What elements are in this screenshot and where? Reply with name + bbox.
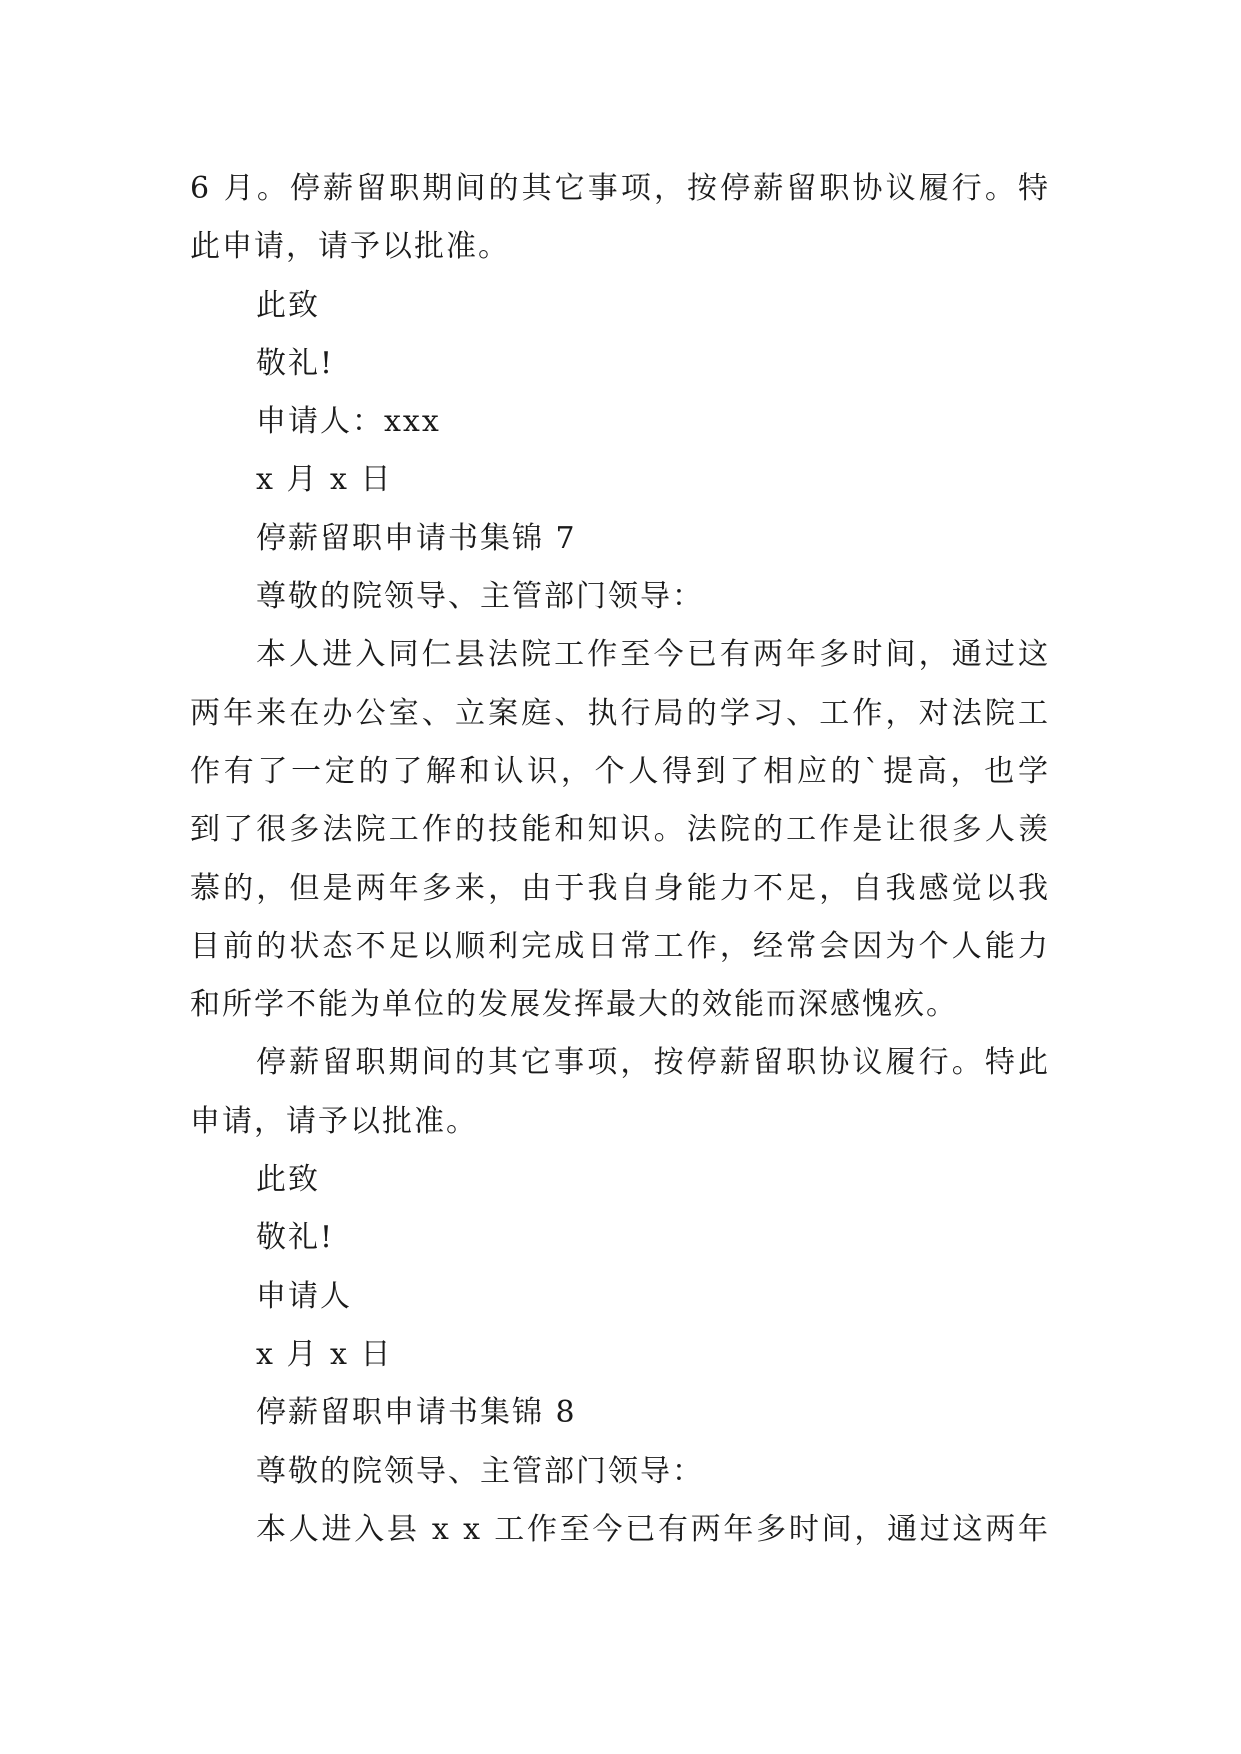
line-text: 敬礼!: [256, 1220, 335, 1256]
line-text: x 月 x 日: [256, 1336, 393, 1372]
line-text: x 月 x 日: [256, 462, 393, 498]
line-text: 停薪留职申请书集锦 8: [256, 1395, 577, 1431]
line-text: 敬礼!: [256, 345, 335, 381]
salutation-line: [190, 1151, 1050, 1209]
line-text: 尊敬的院领导、主管部门领导：: [256, 579, 704, 615]
line-text: 此申请，请予以批准。: [190, 229, 510, 265]
line-text: 到了很多法院工作的技能和知识。法院的工作是让很多人羡: [190, 812, 1050, 848]
line-text: 申请人: [256, 1278, 352, 1314]
date-line: [190, 1326, 1050, 1384]
line-text: 此致: [256, 287, 320, 323]
closing-line: [190, 335, 1050, 393]
line-text: 本人进入县 x x 工作至今已有两年多时间，通过这两年: [256, 1511, 1050, 1547]
line-text: 停薪留职申请书集锦 7: [256, 520, 577, 556]
line-text: 此致: [256, 1162, 320, 1198]
text-line: [190, 918, 1050, 976]
closing-line: [190, 1209, 1050, 1267]
salutation-line: [190, 277, 1050, 335]
text-line: [190, 860, 1050, 918]
text-line: [190, 685, 1050, 743]
text-line: [190, 1501, 1050, 1559]
greeting-line: [190, 568, 1050, 626]
line-text: 尊敬的院领导、主管部门领导：: [256, 1453, 704, 1489]
line-text: 目前的状态不足以顺利完成日常工作，经常会因为个人能力: [190, 928, 1050, 964]
text-line: [190, 743, 1050, 801]
document-body: [190, 160, 1050, 1559]
text-line: [190, 801, 1050, 859]
line-text: 作有了一定的了解和认识，个人得到了相应的`提高，也学: [190, 753, 1050, 789]
applicant-line: [190, 393, 1050, 451]
line-text: 和所学不能为单位的发展发挥最大的效能而深感愧疚。: [190, 987, 958, 1023]
line-text: 申请，请予以批准。: [190, 1103, 478, 1139]
section-heading: [190, 510, 1050, 568]
line-text: 停薪留职期间的其它事项，按停薪留职协议履行。特此: [256, 1045, 1050, 1081]
line-text: 本人进入同仁县法院工作至今已有两年多时间，通过这: [256, 637, 1050, 673]
text-line: [190, 160, 1050, 218]
line-text: 申请人：xxx: [256, 404, 441, 440]
applicant-line: [190, 1268, 1050, 1326]
text-line: [190, 626, 1050, 684]
greeting-line: [190, 1443, 1050, 1501]
line-text: 两年来在办公室、立案庭、执行局的学习、工作，对法院工: [190, 695, 1050, 731]
line-text: 慕的，但是两年多来，由于我自身能力不足，自我感觉以我: [190, 870, 1050, 906]
text-line: [190, 1093, 1050, 1151]
section-heading: [190, 1384, 1050, 1442]
text-line: [190, 1034, 1050, 1092]
text-line: [190, 976, 1050, 1034]
line-text: 6 月。停薪留职期间的其它事项，按停薪留职协议履行。特: [190, 171, 1050, 206]
date-line: [190, 451, 1050, 509]
text-line: [190, 218, 1050, 276]
